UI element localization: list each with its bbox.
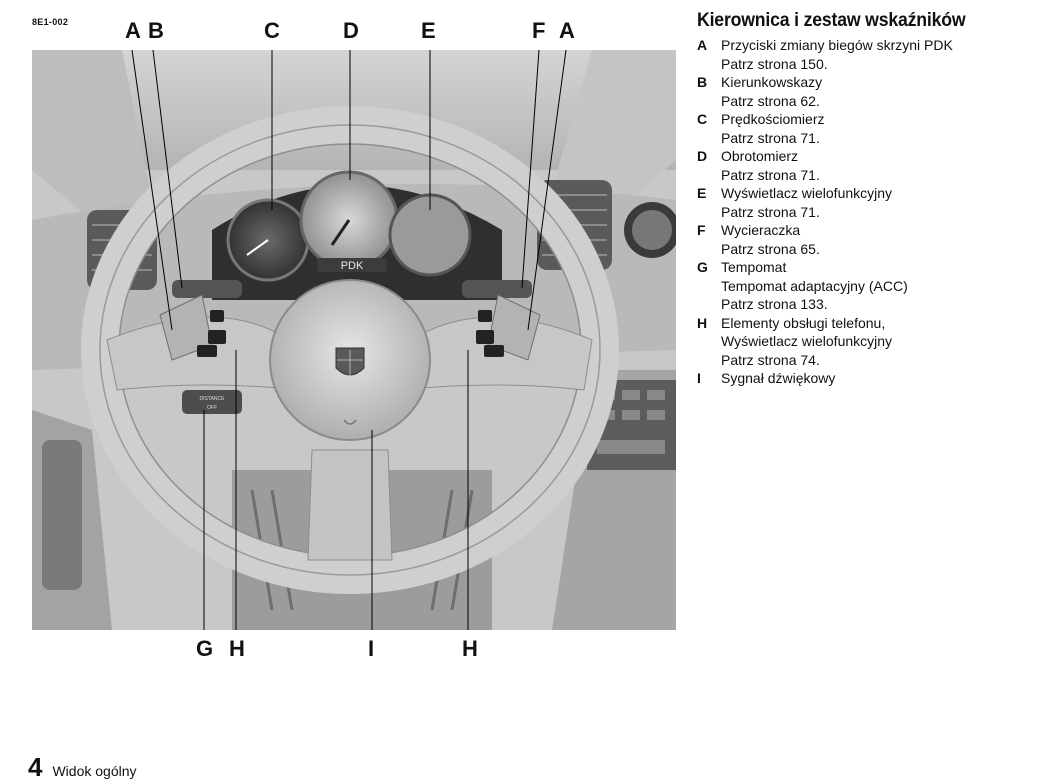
- legend-text: Wyświetlacz wielofunkcyjny: [721, 185, 893, 201]
- legend-text: Elementy obsługi telefonu,: [721, 314, 886, 331]
- legend-key: B: [697, 74, 708, 90]
- legend-key: I: [697, 370, 701, 386]
- legend-key: A: [697, 37, 708, 53]
- legend-key: G: [697, 259, 708, 275]
- legend-key: C: [697, 111, 708, 127]
- callout-bottom-h-right: H: [462, 636, 478, 661]
- page-footer: [28, 752, 137, 783]
- legend-item-c: [697, 110, 1047, 147]
- pdk-badge: PDK: [340, 260, 364, 272]
- legend-key: E: [697, 185, 707, 201]
- turn-signal-stalk: [172, 280, 242, 298]
- legend-text: Sygnał dźwiękowy: [721, 370, 836, 386]
- legend-text: Prędkościomierz: [721, 111, 825, 127]
- page-number: 4: [28, 752, 43, 782]
- callout-top-c: C: [264, 18, 280, 43]
- legend-item-f: [697, 221, 1047, 258]
- steering-wheel-illustration: [32, 50, 676, 630]
- legend-text: Wycieraczka: [721, 222, 801, 238]
- legend-page-ref: Patrz strona 133.: [721, 296, 828, 312]
- legend-page-ref: Patrz strona 74.: [721, 351, 820, 368]
- legend-page-ref: Patrz strona 71.: [721, 129, 820, 146]
- callout-top-f: F: [532, 18, 546, 43]
- legend-panel: [697, 10, 1047, 388]
- section-title: Widok ogólny: [52, 763, 137, 779]
- legend-text: Tempomat adaptacyjny (ACC): [721, 277, 908, 294]
- panel-title: Kierownica i zestaw wskaźników: [697, 10, 966, 31]
- legend-text: Przyciski zmiany biegów skrzyni PDK: [721, 37, 953, 53]
- callout-bottom-g: G: [196, 636, 214, 661]
- wiper-stalk: [462, 280, 532, 298]
- legend-page-ref: Patrz strona 71.: [721, 166, 820, 183]
- legend-text: Kierunkowskazy: [721, 74, 823, 90]
- callout-bottom-h-left: H: [229, 636, 245, 661]
- legend-item-g: [697, 258, 1047, 314]
- legend-item-b: [697, 73, 1047, 110]
- legend-item-e: [697, 184, 1047, 221]
- acc-label-off: OFF: [207, 405, 217, 411]
- legend-page-ref: Patrz strona 150.: [721, 55, 828, 72]
- callout-top-e: E: [421, 18, 436, 43]
- callout-top-b: B: [148, 18, 164, 43]
- legend-page-ref: Patrz strona 65.: [721, 240, 820, 257]
- callout-bottom-i: I: [368, 636, 375, 661]
- callout-top-a-right: A: [559, 18, 575, 43]
- legend-text: Tempomat: [721, 259, 787, 275]
- legend-item-d: [697, 147, 1047, 184]
- legend-key: H: [697, 314, 708, 331]
- legend-item-i: [697, 369, 1047, 388]
- callout-top-a-left: A: [125, 18, 141, 43]
- bottom-spoke: [308, 450, 392, 560]
- legend-page-ref: Patrz strona 62.: [721, 92, 820, 109]
- legend-text: Obrotomierz: [721, 148, 799, 164]
- legend-text: Wyświetlacz wielofunkcyjny: [721, 333, 893, 349]
- acc-label-distance: DISTANCE: [199, 396, 225, 402]
- callout-top-d: D: [343, 18, 359, 43]
- legend-item-a: [697, 36, 1047, 73]
- legend-item-h: [697, 314, 1047, 370]
- legend-key: F: [697, 222, 706, 238]
- figure-id: 8E1-002: [32, 17, 69, 27]
- legend-page-ref: Patrz strona 71.: [721, 203, 820, 220]
- legend-key: D: [697, 148, 708, 164]
